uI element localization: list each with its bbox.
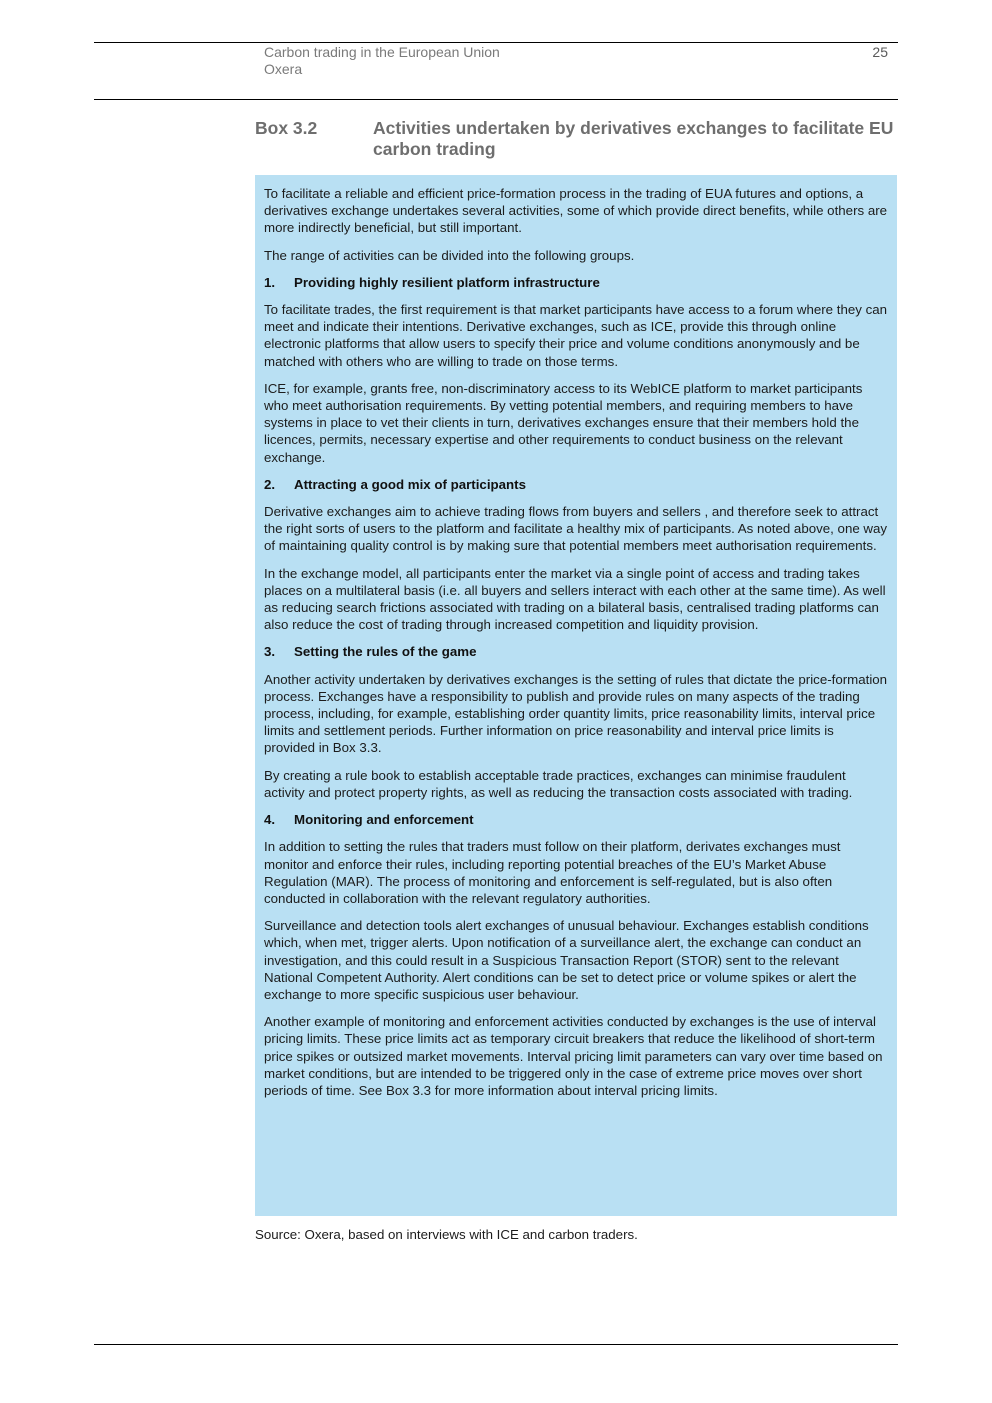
document-title: Carbon trading in the European Union: [264, 44, 500, 60]
section-heading: [264, 643, 888, 660]
source-note: Source: Oxera, based on interviews with ICE and carbon traders.: [255, 1227, 638, 1242]
section-paragraph: Derivative exchanges aim to achieve trading flows from buyers and sellers , and therefore seek to attract the right sorts of users to the platform and facilitate a healthy mix of participants. As noted above, one way of maintaining quality control is by making sure that potential members meet authorisation requirements.: [264, 504, 888, 554]
section-paragraph: By creating a rule book to establish acceptable trade practices, exchanges can minimise fraudulent activity and protect property rights, as well as reducing the transaction costs associated with trading.: [264, 767, 853, 800]
footer-rule: [94, 1344, 898, 1345]
section-title: Monitoring and enforcement: [294, 812, 474, 828]
section-paragraph: Another example of monitoring and enforcement activities conducted by exchanges is the use of interval pricing limits. These price limits act as temporary circuit breakers that reduce the likelihood of short-term price spikes or outsized market movements. Interval pricing limit parameters can vary over time based on market conditions, but are intended to be triggered only in the case of extreme price moves over short periods of time. See Box 3.3 for more information about interval pricing limits.: [264, 1014, 883, 1098]
section-paragraph: ICE, for example, grants free, non-discriminatory access to its WebICE platform to market participants who meet authorisation requirements. By vetting potential members, and requiring members to have systems in place to vet their clients in turn, derivatives exchanges ensure that their members hold the licences, permits, necessary expertise and other requirements to conduct business on the relevant exchange.: [264, 380, 863, 465]
box-label: Box 3.2: [255, 118, 318, 138]
section-number: 4.: [264, 812, 276, 828]
section-paragraph: To facilitate trades, the first requirement is that market participants have access to a forum where they can meet and indicate their intentions. Derivative exchanges, such as ICE, provide this through online electronic platforms that allow users to specify their price and volume conditions anonymously and be matched with others who are willing to trade on those terms.: [264, 302, 888, 369]
section-paragraph: In the exchange model, all participants enter the market via a single point of access and trading takes places on a multilateral basis (i.e. all buyers and sellers interact with each other at the same time). As well as reducing search frictions associated with trading on a bilateral basis, centralised trading platforms can also reduce the cost of trading through increased competition and liquidity provision.: [264, 565, 886, 633]
section-heading: [264, 274, 888, 291]
section-title: Attracting a good mix of participants: [294, 476, 526, 492]
page-number: 25: [872, 44, 888, 60]
header-bottom-rule: [94, 99, 898, 100]
section-heading: [264, 476, 888, 493]
header-top-rule: [94, 42, 898, 43]
running-header: [264, 44, 500, 78]
organisation-name: Oxera: [264, 61, 303, 77]
box-title: Activities undertaken by derivatives exchanges to facilitate EU carbon trading: [373, 118, 894, 159]
section-heading: [264, 811, 888, 828]
section-paragraph: In addition to setting the rules that traders must follow on their platform, derivates exchanges must monitor and enforce their rules, including reporting potential breaches of the EU’s Market Abuse Regulation (MAR). The process of monitoring and enforcement is self-regulated, but is also often conducted in collaboration with the relevant regulatory authorities.: [264, 839, 841, 906]
section-number: 1.: [264, 274, 276, 290]
section-title: Providing highly resilient platform infrastructure: [294, 274, 600, 290]
section-title: Setting the rules of the game: [294, 644, 477, 660]
box-panel: [255, 175, 897, 1216]
section-paragraph: Another activity undertaken by derivatives exchanges is the setting of rules that dictate the price-formation process. Exchanges have a responsibility to publish and provide rules on many aspects of the trading process, including, for example, establishing order quantity limits, price reasonability limits, interval price limits and settlement periods. Further information on price reasonability and interval price limits is provided in Box 3.3.: [264, 671, 888, 756]
section-number: 3.: [264, 644, 276, 660]
intro-paragraph: To facilitate a reliable and efficient price-formation process in the trading of EUA futures and options, a derivatives exchange undertakes several activities, some of which provide direct benefits, while others are more indirectly beneficial, but still important.: [264, 186, 888, 236]
section-number: 2.: [264, 476, 276, 492]
section-paragraph: Surveillance and detection tools alert exchanges of unusual behaviour. Exchanges establish conditions which, when met, trigger alerts. Upon notification of a surveillance alert, the exchange can conduct an investigation, and this could result in a Suspicious Transaction Report (STOR) sent to the relevant National Competent Authority. Alert conditions can be set to detect price or volume spikes or alert the exchange to more specific suspicious user behaviour.: [264, 918, 869, 1002]
intro-paragraph: The range of activities can be divided into the following groups.: [264, 247, 635, 263]
